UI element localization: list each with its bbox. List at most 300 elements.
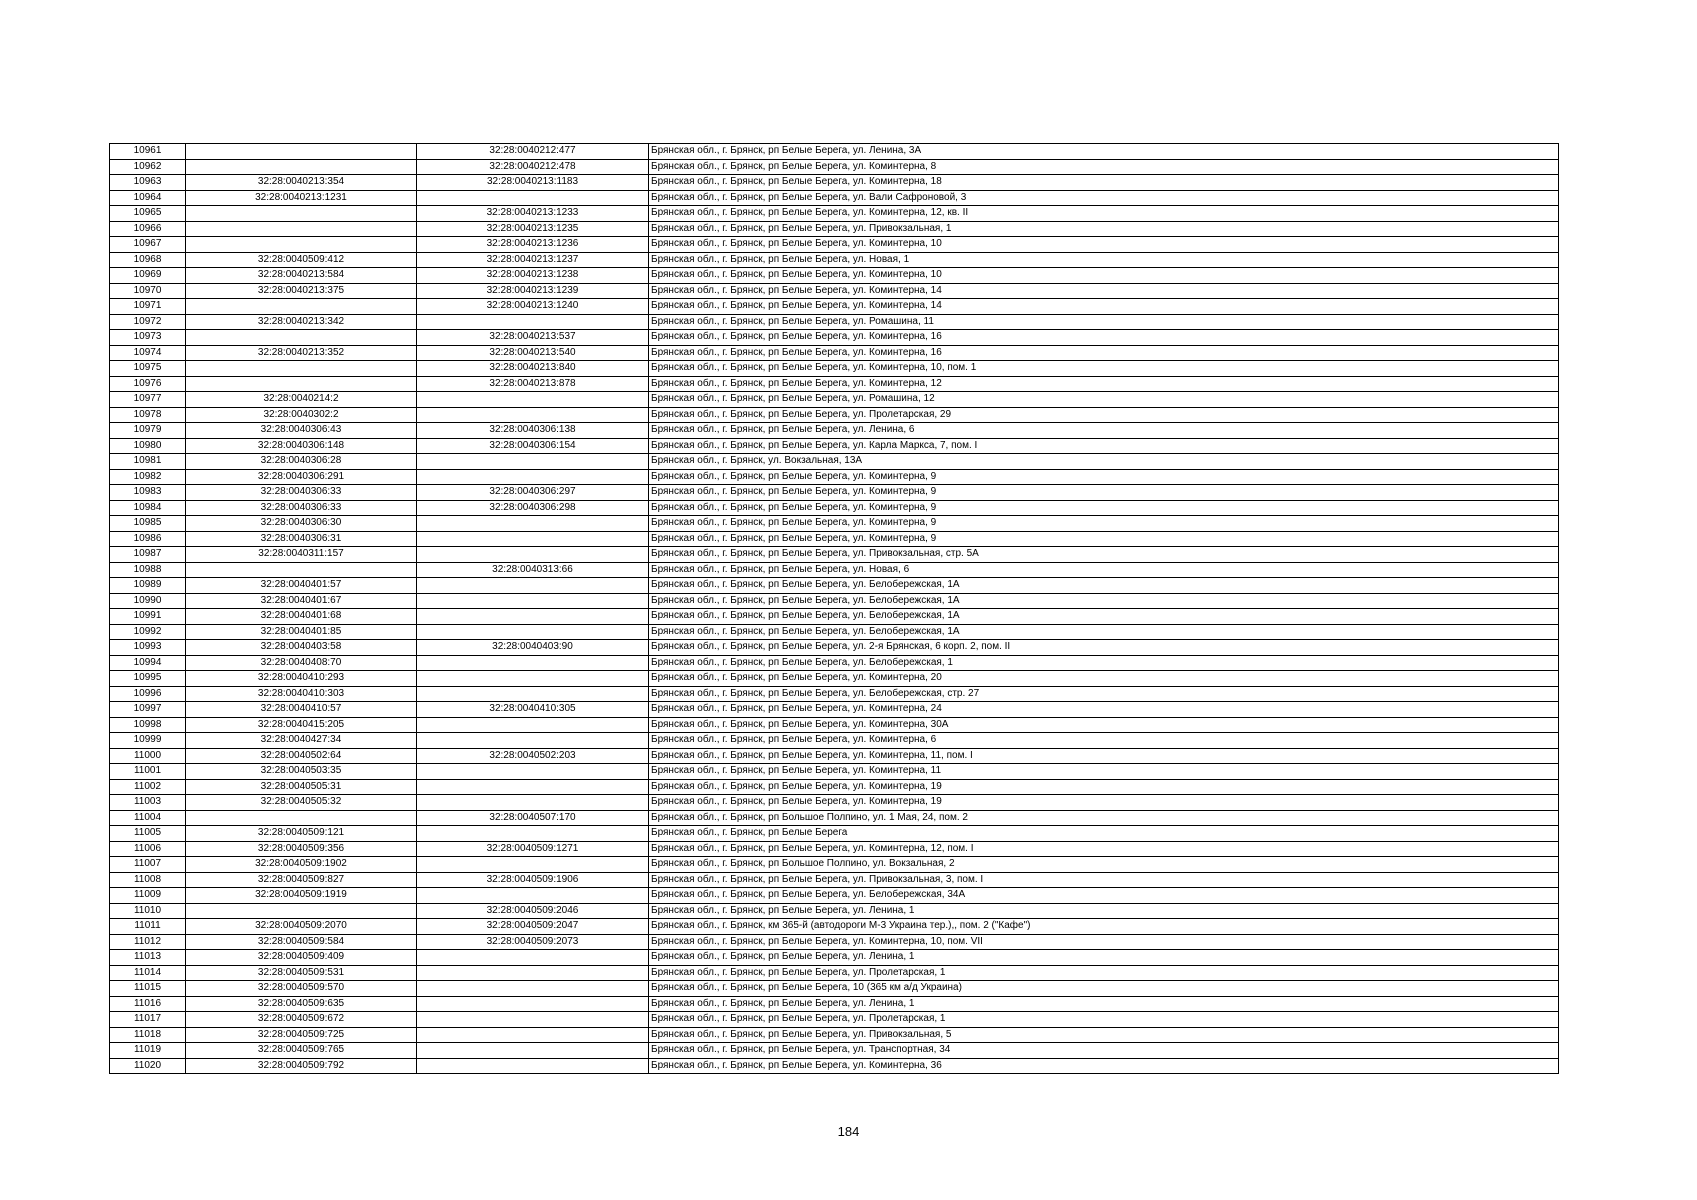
table-row — [110, 345, 1559, 361]
row-number-cell: 11003 — [110, 795, 186, 811]
row-number-cell: 10969 — [110, 268, 186, 284]
row-number-cell: 10996 — [110, 686, 186, 702]
table-row — [110, 500, 1559, 516]
row-number-cell: 10985 — [110, 516, 186, 532]
object-cadastral-number-cell: 32:28:0040213:537 — [417, 330, 649, 346]
object-cadastral-number-cell: 32:28:0040410:305 — [417, 702, 649, 718]
land-cadastral-number-cell: 32:28:0040505:32 — [186, 795, 417, 811]
address-cell: Брянская обл., г. Брянск, рп Белые Берега, 10 (365 км а/д Украина) — [649, 981, 1559, 997]
land-cadastral-number-cell: 32:28:0040509:827 — [186, 872, 417, 888]
land-cadastral-number-cell: 32:28:0040213:352 — [186, 345, 417, 361]
row-number-cell: 10961 — [110, 144, 186, 160]
address-cell: Брянская обл., г. Брянск, рп Белые Берега, ул. Привокзальная, 1 — [649, 221, 1559, 237]
address-cell: Брянская обл., г. Брянск, рп Белые Берега, ул. Коминтерна, 30А — [649, 717, 1559, 733]
address-cell: Брянская обл., г. Брянск, рп Большое Полпино, ул. 1 Мая, 24, пом. 2 — [649, 810, 1559, 826]
object-cadastral-number-cell — [417, 965, 649, 981]
row-number-cell: 10998 — [110, 717, 186, 733]
address-cell: Брянская обл., г. Брянск, рп Белые Берега, ул. Белобережская, 1 — [649, 655, 1559, 671]
object-cadastral-number-cell — [417, 996, 649, 1012]
address-cell: Брянская обл., г. Брянск, рп Белые Берега, ул. Белобережская, 1А — [649, 624, 1559, 640]
land-cadastral-number-cell: 32:28:0040213:1231 — [186, 190, 417, 206]
object-cadastral-number-cell: 32:28:0040212:477 — [417, 144, 649, 160]
address-cell: Брянская обл., г. Брянск, рп Белые Берега, ул. Коминтерна, 11 — [649, 764, 1559, 780]
land-cadastral-number-cell: 32:28:0040401:85 — [186, 624, 417, 640]
table-row — [110, 376, 1559, 392]
registry-table-wrapper — [109, 143, 1558, 1074]
table-row — [110, 330, 1559, 346]
land-cadastral-number-cell: 32:28:0040509:409 — [186, 950, 417, 966]
object-cadastral-number-cell — [417, 593, 649, 609]
address-cell: Брянская обл., г. Брянск, рп Белые Берега, ул. Белобережская, 1А — [649, 609, 1559, 625]
table-row — [110, 671, 1559, 687]
object-cadastral-number-cell — [417, 950, 649, 966]
land-cadastral-number-cell: 32:28:0040509:584 — [186, 934, 417, 950]
object-cadastral-number-cell — [417, 826, 649, 842]
address-cell: Брянская обл., г. Брянск, рп Белые Берега, ул. Коминтерна, 8 — [649, 159, 1559, 175]
object-cadastral-number-cell: 32:28:0040213:1238 — [417, 268, 649, 284]
row-number-cell: 11005 — [110, 826, 186, 842]
table-row — [110, 826, 1559, 842]
land-cadastral-number-cell: 32:28:0040502:64 — [186, 748, 417, 764]
land-cadastral-number-cell — [186, 562, 417, 578]
row-number-cell: 11013 — [110, 950, 186, 966]
object-cadastral-number-cell: 32:28:0040509:2047 — [417, 919, 649, 935]
address-cell: Брянская обл., г. Брянск, рп Белые Берега, ул. Коминтерна, 9 — [649, 500, 1559, 516]
land-cadastral-number-cell: 32:28:0040415:205 — [186, 717, 417, 733]
land-cadastral-number-cell: 32:28:0040311:157 — [186, 547, 417, 563]
land-cadastral-number-cell: 32:28:0040509:792 — [186, 1058, 417, 1074]
table-row — [110, 547, 1559, 563]
table-row — [110, 1012, 1559, 1028]
row-number-cell: 11007 — [110, 857, 186, 873]
land-cadastral-number-cell: 32:28:0040503:35 — [186, 764, 417, 780]
land-cadastral-number-cell: 32:28:0040509:725 — [186, 1027, 417, 1043]
land-cadastral-number-cell: 32:28:0040505:31 — [186, 779, 417, 795]
object-cadastral-number-cell — [417, 1012, 649, 1028]
table-row — [110, 593, 1559, 609]
address-cell: Брянская обл., г. Брянск, рп Белые Берега, ул. Ромашина, 11 — [649, 314, 1559, 330]
row-number-cell: 11016 — [110, 996, 186, 1012]
row-number-cell: 10967 — [110, 237, 186, 253]
object-cadastral-number-cell — [417, 671, 649, 687]
object-cadastral-number-cell: 32:28:0040213:540 — [417, 345, 649, 361]
land-cadastral-number-cell: 32:28:0040509:635 — [186, 996, 417, 1012]
table-row — [110, 903, 1559, 919]
table-row — [110, 919, 1559, 935]
object-cadastral-number-cell: 32:28:0040306:298 — [417, 500, 649, 516]
land-cadastral-number-cell: 32:28:0040213:342 — [186, 314, 417, 330]
address-cell: Брянская обл., г. Брянск, рп Белые Берега, ул. Коминтерна, 14 — [649, 299, 1559, 315]
address-cell: Брянская обл., г. Брянск, ул. Вокзальная, 13А — [649, 454, 1559, 470]
object-cadastral-number-cell — [417, 609, 649, 625]
address-cell: Брянская обл., г. Брянск, рп Белые Берега, ул. Пролетарская, 1 — [649, 1012, 1559, 1028]
table-row — [110, 206, 1559, 222]
land-cadastral-number-cell — [186, 903, 417, 919]
object-cadastral-number-cell: 32:28:0040213:1237 — [417, 252, 649, 268]
object-cadastral-number-cell — [417, 733, 649, 749]
address-cell: Брянская обл., г. Брянск, рп Белые Берега, ул. Коминтерна, 36 — [649, 1058, 1559, 1074]
object-cadastral-number-cell — [417, 624, 649, 640]
row-number-cell: 10983 — [110, 485, 186, 501]
land-cadastral-number-cell: 32:28:0040306:148 — [186, 438, 417, 454]
address-cell: Брянская обл., г. Брянск, рп Белые Берега, ул. Коминтерна, 16 — [649, 345, 1559, 361]
address-cell: Брянская обл., г. Брянск, рп Белые Берега, ул. Коминтерна, 16 — [649, 330, 1559, 346]
row-number-cell: 11020 — [110, 1058, 186, 1074]
row-number-cell: 10984 — [110, 500, 186, 516]
row-number-cell: 10973 — [110, 330, 186, 346]
object-cadastral-number-cell — [417, 1043, 649, 1059]
land-cadastral-number-cell: 32:28:0040213:584 — [186, 268, 417, 284]
land-cadastral-number-cell: 32:28:0040410:57 — [186, 702, 417, 718]
land-cadastral-number-cell — [186, 361, 417, 377]
address-cell: Брянская обл., г. Брянск, рп Белые Берега, ул. Карла Маркса, 7, пом. I — [649, 438, 1559, 454]
land-cadastral-number-cell: 32:28:0040410:293 — [186, 671, 417, 687]
address-cell: Брянская обл., г. Брянск, рп Белые Берега, ул. Коминтерна, 19 — [649, 795, 1559, 811]
row-number-cell: 10977 — [110, 392, 186, 408]
object-cadastral-number-cell: 32:28:0040509:1906 — [417, 872, 649, 888]
table-row — [110, 407, 1559, 423]
object-cadastral-number-cell: 32:28:0040212:478 — [417, 159, 649, 175]
object-cadastral-number-cell — [417, 314, 649, 330]
address-cell: Брянская обл., г. Брянск, рп Белые Берега, ул. Белобережская, 34А — [649, 888, 1559, 904]
address-cell: Брянская обл., г. Брянск, рп Белые Берега, ул. Ленина, 1 — [649, 950, 1559, 966]
row-number-cell: 10982 — [110, 469, 186, 485]
row-number-cell: 11010 — [110, 903, 186, 919]
land-cadastral-number-cell — [186, 330, 417, 346]
land-cadastral-number-cell — [186, 144, 417, 160]
table-row — [110, 609, 1559, 625]
object-cadastral-number-cell: 32:28:0040213:1240 — [417, 299, 649, 315]
row-number-cell: 11004 — [110, 810, 186, 826]
land-cadastral-number-cell: 32:28:0040213:375 — [186, 283, 417, 299]
object-cadastral-number-cell: 32:28:0040306:154 — [417, 438, 649, 454]
object-cadastral-number-cell: 32:28:0040213:840 — [417, 361, 649, 377]
table-row — [110, 717, 1559, 733]
table-row — [110, 640, 1559, 656]
address-cell: Брянская обл., г. Брянск, рп Белые Берега, ул. Коминтерна, 14 — [649, 283, 1559, 299]
row-number-cell: 10990 — [110, 593, 186, 609]
row-number-cell: 11012 — [110, 934, 186, 950]
land-cadastral-number-cell: 32:28:0040306:43 — [186, 423, 417, 439]
row-number-cell: 11002 — [110, 779, 186, 795]
address-cell: Брянская обл., г. Брянск, рп Белые Берега, ул. Ленина, 3А — [649, 144, 1559, 160]
land-cadastral-number-cell: 32:28:0040410:303 — [186, 686, 417, 702]
table-row — [110, 764, 1559, 780]
table-row — [110, 562, 1559, 578]
table-row — [110, 175, 1559, 191]
registry-table-body — [110, 144, 1559, 1074]
row-number-cell: 10972 — [110, 314, 186, 330]
object-cadastral-number-cell — [417, 686, 649, 702]
object-cadastral-number-cell — [417, 547, 649, 563]
object-cadastral-number-cell: 32:28:0040213:1235 — [417, 221, 649, 237]
row-number-cell: 10994 — [110, 655, 186, 671]
table-row — [110, 888, 1559, 904]
object-cadastral-number-cell — [417, 469, 649, 485]
address-cell: Брянская обл., г. Брянск, рп Белые Берега, ул. Коминтерна, 24 — [649, 702, 1559, 718]
object-cadastral-number-cell — [417, 516, 649, 532]
table-row — [110, 1043, 1559, 1059]
object-cadastral-number-cell: 32:28:0040313:66 — [417, 562, 649, 578]
table-row — [110, 438, 1559, 454]
row-number-cell: 10966 — [110, 221, 186, 237]
row-number-cell: 10978 — [110, 407, 186, 423]
address-cell: Брянская обл., г. Брянск, рп Белые Берега, ул. Пролетарская, 29 — [649, 407, 1559, 423]
table-row — [110, 624, 1559, 640]
table-row — [110, 299, 1559, 315]
address-cell: Брянская обл., г. Брянск, рп Белые Берега, ул. Коминтерна, 12, пом. I — [649, 841, 1559, 857]
object-cadastral-number-cell — [417, 717, 649, 733]
address-cell: Брянская обл., г. Брянск, рп Белые Берега, ул. Коминтерна, 10 — [649, 268, 1559, 284]
land-cadastral-number-cell: 32:28:0040306:33 — [186, 500, 417, 516]
row-number-cell: 11019 — [110, 1043, 186, 1059]
object-cadastral-number-cell: 32:28:0040213:878 — [417, 376, 649, 392]
row-number-cell: 10962 — [110, 159, 186, 175]
table-row — [110, 454, 1559, 470]
land-cadastral-number-cell: 32:28:0040509:412 — [186, 252, 417, 268]
table-row — [110, 578, 1559, 594]
table-row — [110, 516, 1559, 532]
land-cadastral-number-cell: 32:28:0040213:354 — [186, 175, 417, 191]
table-row — [110, 996, 1559, 1012]
land-cadastral-number-cell: 32:28:0040509:765 — [186, 1043, 417, 1059]
land-cadastral-number-cell — [186, 299, 417, 315]
table-row — [110, 314, 1559, 330]
table-row — [110, 159, 1559, 175]
table-row — [110, 965, 1559, 981]
object-cadastral-number-cell: 32:28:0040403:90 — [417, 640, 649, 656]
address-cell: Брянская обл., г. Брянск, рп Белые Берега, ул. Коминтерна, 10 — [649, 237, 1559, 253]
row-number-cell: 11018 — [110, 1027, 186, 1043]
table-row — [110, 686, 1559, 702]
object-cadastral-number-cell: 32:28:0040213:1239 — [417, 283, 649, 299]
address-cell: Брянская обл., г. Брянск, рп Белые Берега, ул. Привокзальная, стр. 5А — [649, 547, 1559, 563]
table-row — [110, 144, 1559, 160]
land-cadastral-number-cell: 32:28:0040214:2 — [186, 392, 417, 408]
object-cadastral-number-cell — [417, 531, 649, 547]
object-cadastral-number-cell: 32:28:0040213:1183 — [417, 175, 649, 191]
row-number-cell: 11001 — [110, 764, 186, 780]
object-cadastral-number-cell — [417, 655, 649, 671]
address-cell: Брянская обл., г. Брянск, рп Белые Берега, ул. Коминтерна, 12, кв. II — [649, 206, 1559, 222]
table-row — [110, 268, 1559, 284]
address-cell: Брянская обл., г. Брянск, рп Белые Берега, ул. Коминтерна, 9 — [649, 469, 1559, 485]
land-cadastral-number-cell: 32:28:0040401:57 — [186, 578, 417, 594]
address-cell: Брянская обл., г. Брянск, рп Белые Берега, ул. Коминтерна, 19 — [649, 779, 1559, 795]
row-number-cell: 11000 — [110, 748, 186, 764]
land-cadastral-number-cell: 32:28:0040509:1902 — [186, 857, 417, 873]
land-cadastral-number-cell: 32:28:0040509:1919 — [186, 888, 417, 904]
address-cell: Брянская обл., г. Брянск, рп Белые Берега, ул. Коминтерна, 10, пом. VII — [649, 934, 1559, 950]
row-number-cell: 10993 — [110, 640, 186, 656]
land-cadastral-number-cell: 32:28:0040509:356 — [186, 841, 417, 857]
object-cadastral-number-cell — [417, 857, 649, 873]
registry-table — [109, 143, 1559, 1074]
address-cell: Брянская обл., г. Брянск, рп Белые Берега, ул. Коминтерна, 20 — [649, 671, 1559, 687]
row-number-cell: 10989 — [110, 578, 186, 594]
row-number-cell: 11017 — [110, 1012, 186, 1028]
row-number-cell: 10963 — [110, 175, 186, 191]
table-row — [110, 779, 1559, 795]
table-row — [110, 702, 1559, 718]
row-number-cell: 10987 — [110, 547, 186, 563]
address-cell: Брянская обл., г. Брянск, рп Белые Берега, ул. Транспортная, 34 — [649, 1043, 1559, 1059]
table-row — [110, 733, 1559, 749]
address-cell: Брянская обл., г. Брянск, рп Белые Берега, ул. Ленина, 1 — [649, 996, 1559, 1012]
address-cell: Брянская обл., г. Брянск, рп Белые Берега, ул. Коминтерна, 6 — [649, 733, 1559, 749]
address-cell: Брянская обл., г. Брянск, рп Белые Берега, ул. Вали Сафроновой, 3 — [649, 190, 1559, 206]
address-cell: Брянская обл., г. Брянск, рп Белые Берега, ул. Коминтерна, 18 — [649, 175, 1559, 191]
table-row — [110, 841, 1559, 857]
row-number-cell: 10999 — [110, 733, 186, 749]
land-cadastral-number-cell — [186, 376, 417, 392]
land-cadastral-number-cell: 32:28:0040401:68 — [186, 609, 417, 625]
object-cadastral-number-cell — [417, 392, 649, 408]
table-row — [110, 190, 1559, 206]
land-cadastral-number-cell: 32:28:0040403:58 — [186, 640, 417, 656]
row-number-cell: 10970 — [110, 283, 186, 299]
address-cell: Брянская обл., г. Брянск, рп Белые Берега, ул. Новая, 6 — [649, 562, 1559, 578]
address-cell: Брянская обл., г. Брянск, рп Белые Берега, ул. Коминтерна, 9 — [649, 485, 1559, 501]
address-cell: Брянская обл., г. Брянск, рп Белые Берега, ул. Белобережская, 1А — [649, 578, 1559, 594]
row-number-cell: 10981 — [110, 454, 186, 470]
address-cell: Брянская обл., г. Брянск, рп Белые Берега, ул. Белобережская, 1А — [649, 593, 1559, 609]
land-cadastral-number-cell: 32:28:0040306:30 — [186, 516, 417, 532]
object-cadastral-number-cell: 32:28:0040213:1236 — [417, 237, 649, 253]
address-cell: Брянская обл., г. Брянск, рп Белые Берега, ул. Коминтерна, 12 — [649, 376, 1559, 392]
land-cadastral-number-cell: 32:28:0040306:33 — [186, 485, 417, 501]
table-row — [110, 252, 1559, 268]
table-row — [110, 934, 1559, 950]
table-row — [110, 872, 1559, 888]
object-cadastral-number-cell — [417, 1027, 649, 1043]
row-number-cell: 11006 — [110, 841, 186, 857]
row-number-cell: 10979 — [110, 423, 186, 439]
row-number-cell: 10992 — [110, 624, 186, 640]
table-row — [110, 392, 1559, 408]
address-cell: Брянская обл., г. Брянск, рп Белые Берега, ул. Коминтерна, 11, пом. I — [649, 748, 1559, 764]
address-cell: Брянская обл., г. Брянск, рп Белые Берега, ул. Ленина, 1 — [649, 903, 1559, 919]
table-row — [110, 748, 1559, 764]
object-cadastral-number-cell — [417, 779, 649, 795]
land-cadastral-number-cell: 32:28:0040427:34 — [186, 733, 417, 749]
row-number-cell: 10971 — [110, 299, 186, 315]
address-cell: Брянская обл., г. Брянск, рп Белые Берега, ул. Новая, 1 — [649, 252, 1559, 268]
table-row — [110, 950, 1559, 966]
page-number: 184 — [837, 1124, 860, 1139]
land-cadastral-number-cell: 32:28:0040509:531 — [186, 965, 417, 981]
object-cadastral-number-cell: 32:28:0040509:2046 — [417, 903, 649, 919]
address-cell: Брянская обл., г. Брянск, рп Белые Берега — [649, 826, 1559, 842]
address-cell: Брянская обл., г. Брянск, рп Белые Берега, ул. Коминтерна, 9 — [649, 516, 1559, 532]
table-row — [110, 810, 1559, 826]
address-cell: Брянская обл., г. Брянск, рп Белые Берега, ул. Пролетарская, 1 — [649, 965, 1559, 981]
object-cadastral-number-cell — [417, 578, 649, 594]
object-cadastral-number-cell — [417, 407, 649, 423]
row-number-cell: 10991 — [110, 609, 186, 625]
row-number-cell: 10975 — [110, 361, 186, 377]
table-row — [110, 1027, 1559, 1043]
row-number-cell: 11014 — [110, 965, 186, 981]
object-cadastral-number-cell — [417, 795, 649, 811]
land-cadastral-number-cell — [186, 810, 417, 826]
address-cell: Брянская обл., г. Брянск, рп Белые Берега, ул. Ромашина, 12 — [649, 392, 1559, 408]
table-row — [110, 423, 1559, 439]
address-cell: Брянская обл., г. Брянск, рп Белые Берега, ул. Привокзальная, 5 — [649, 1027, 1559, 1043]
row-number-cell: 10965 — [110, 206, 186, 222]
row-number-cell: 11008 — [110, 872, 186, 888]
land-cadastral-number-cell — [186, 221, 417, 237]
table-row — [110, 361, 1559, 377]
row-number-cell: 10995 — [110, 671, 186, 687]
row-number-cell: 10997 — [110, 702, 186, 718]
row-number-cell: 10980 — [110, 438, 186, 454]
address-cell: Брянская обл., г. Брянск, рп Белые Берега, ул. Белобережская, стр. 27 — [649, 686, 1559, 702]
table-row — [110, 655, 1559, 671]
land-cadastral-number-cell: 32:28:0040306:28 — [186, 454, 417, 470]
object-cadastral-number-cell — [417, 764, 649, 780]
table-row — [110, 795, 1559, 811]
address-cell: Брянская обл., г. Брянск, рп Белые Берега, ул. Коминтерна, 10, пом. 1 — [649, 361, 1559, 377]
land-cadastral-number-cell: 32:28:0040509:2070 — [186, 919, 417, 935]
land-cadastral-number-cell: 32:28:0040408:70 — [186, 655, 417, 671]
object-cadastral-number-cell: 32:28:0040213:1233 — [417, 206, 649, 222]
object-cadastral-number-cell: 32:28:0040306:138 — [417, 423, 649, 439]
row-number-cell: 10968 — [110, 252, 186, 268]
row-number-cell: 10964 — [110, 190, 186, 206]
table-row — [110, 981, 1559, 997]
row-number-cell: 11015 — [110, 981, 186, 997]
table-row — [110, 857, 1559, 873]
land-cadastral-number-cell: 32:28:0040302:2 — [186, 407, 417, 423]
land-cadastral-number-cell — [186, 206, 417, 222]
object-cadastral-number-cell — [417, 981, 649, 997]
object-cadastral-number-cell: 32:28:0040509:1271 — [417, 841, 649, 857]
table-row — [110, 283, 1559, 299]
land-cadastral-number-cell: 32:28:0040509:121 — [186, 826, 417, 842]
row-number-cell: 10976 — [110, 376, 186, 392]
land-cadastral-number-cell: 32:28:0040306:31 — [186, 531, 417, 547]
table-row — [110, 485, 1559, 501]
land-cadastral-number-cell — [186, 159, 417, 175]
row-number-cell: 10986 — [110, 531, 186, 547]
table-row — [110, 469, 1559, 485]
address-cell: Брянская обл., г. Брянск, рп Большое Полпино, ул. Вокзальная, 2 — [649, 857, 1559, 873]
land-cadastral-number-cell: 32:28:0040509:672 — [186, 1012, 417, 1028]
row-number-cell: 10988 — [110, 562, 186, 578]
object-cadastral-number-cell — [417, 888, 649, 904]
land-cadastral-number-cell: 32:28:0040401:67 — [186, 593, 417, 609]
land-cadastral-number-cell: 32:28:0040306:291 — [186, 469, 417, 485]
object-cadastral-number-cell — [417, 190, 649, 206]
row-number-cell: 11009 — [110, 888, 186, 904]
object-cadastral-number-cell: 32:28:0040502:203 — [417, 748, 649, 764]
row-number-cell: 10974 — [110, 345, 186, 361]
address-cell: Брянская обл., г. Брянск, рп Белые Берега, ул. Ленина, 6 — [649, 423, 1559, 439]
table-row — [110, 1058, 1559, 1074]
table-row — [110, 221, 1559, 237]
address-cell: Брянская обл., г. Брянск, км 365-й (автодороги М-3 Украина тер.),, пом. 2 ("Кафе") — [649, 919, 1559, 935]
table-row — [110, 237, 1559, 253]
object-cadastral-number-cell — [417, 454, 649, 470]
address-cell: Брянская обл., г. Брянск, рп Белые Берега, ул. 2-я Брянская, 6 корп. 2, пом. II — [649, 640, 1559, 656]
table-row — [110, 531, 1559, 547]
object-cadastral-number-cell: 32:28:0040509:2073 — [417, 934, 649, 950]
land-cadastral-number-cell — [186, 237, 417, 253]
object-cadastral-number-cell: 32:28:0040507:170 — [417, 810, 649, 826]
row-number-cell: 11011 — [110, 919, 186, 935]
object-cadastral-number-cell: 32:28:0040306:297 — [417, 485, 649, 501]
